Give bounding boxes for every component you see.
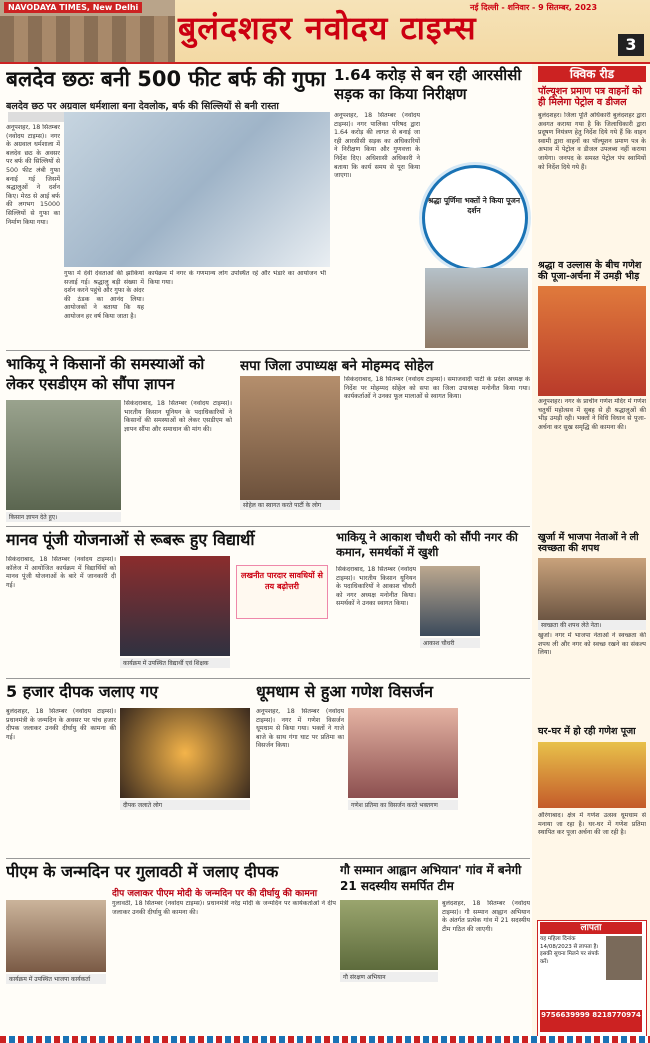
divider xyxy=(6,526,530,527)
story-j-text: बुलंदशहर, 18 सितम्बर (नवोदय टाइम्स)। गौ सम्मान आह्वान अभियान के अंतर्गत प्रत्येक गांव में 21 सदस्यीय टीम गठित की जाएगी। xyxy=(442,900,530,933)
story-c-text: सिकंदराबाद, 18 सितम्बर (नवोदय टाइम्स)। भारतीय किसान यूनियन के पदाधिकारियों ने किसानों की समस्याओं को लेकर एसडीएम को ज्ञापन सौंपा और समाधान की मांग की। xyxy=(124,400,232,433)
sidebar-story3-caption: स्वच्छता की शपथ लेते नेता। xyxy=(538,620,646,630)
story-e-headline: मानव पूंजी योजनाओं से रूबरू हुए विद्यार्थी xyxy=(6,530,255,549)
story-a-subhead: बलदेव छठ पर अग्रवाल धर्मशाला बना देवलोक, बर्फ की सिल्लियों से बनी रास्ता xyxy=(6,101,279,112)
story-h-headline: धूमधाम से हुआ गणेश विसर्जन xyxy=(256,682,433,701)
story-a-headline: बलदेव छठः बनी 500 फीट बर्फ की गुफा xyxy=(6,67,326,91)
sidebar-story4-headline: घर-घर में हो रही गणेश पूजा xyxy=(538,726,636,737)
ad-photo xyxy=(606,936,642,980)
sidebar-story2-photo xyxy=(538,286,646,396)
story-g-headline: 5 हजार दीपक जलाए गए xyxy=(6,682,159,701)
story-f-caption: आकाश चौधरी xyxy=(420,638,480,648)
sidebar-story2-text: अनूपशहर। नगर के प्राचीन गणेश मंदिर में गणेश चतुर्थी महोत्सव में सुबह से ही श्रद्धालुओं की भीड़ उमड़ी रही। भक्तों ने विधि विधान से पूजा-अर्चना कर सुख समृद्धि की कामना की। xyxy=(538,398,646,431)
story-e-text: सिकंदराबाद, 18 सितम्बर (नवोदय टाइम्स)। कॉलेज में आयोजित कार्यक्रम में विद्यार्थियों को मानव पूंजी योजनाओं के बारे में जानकारी दी गई। xyxy=(6,556,116,589)
divider xyxy=(6,858,530,859)
story-c-headline: भाकियू ने किसानों की समस्याओं को लेकर एसडीएम को सौंपा ज्ञापन xyxy=(6,355,205,393)
story-i-headline: पीएम के जन्मदिन पर गुलावठी में जलाए दीपक xyxy=(6,862,279,881)
story-j-caption: गौ संरक्षण अभियान xyxy=(340,972,438,982)
story-h-photo xyxy=(348,708,458,798)
sidebar-story4-text: औरंगाबाद। क्षेत्र में गणेश उत्सव धूमधाम से मनाया जा रहा है। घर-घर में गणेश प्रतिमा स्थापित कर पूजा अर्चना की जा रही है। xyxy=(538,812,646,837)
city-skyline xyxy=(0,16,175,62)
story-b-circle-badge xyxy=(422,165,528,271)
sidebar-story3-photo xyxy=(538,558,646,620)
quick-read-label: क्विक रीड xyxy=(538,66,646,82)
story-a-col3: कार्यक्रम में नगर के गणमान्य लोग उपस्थित रहे और भंडारे का आयोजन भी किया गया। xyxy=(148,270,326,286)
sidebar-story3-headline: खुर्जा में भाजपा नेताओं ने ली स्वच्छता की शपथ xyxy=(538,532,639,554)
story-g-caption: दीपक जलाते लोग xyxy=(120,800,250,810)
sidebar-story1-text: बुलंदशहर। जिला पूर्ति अधिकारी बुलंदशहर द्वारा अवगत कराया गया है कि जिलाधिकारी द्वारा प्रदूषण नियंत्रण हेतु निर्देश दिये गये हैं कि वाहन स्वामी द्वारा वाहनों का पॉल्यूशन प्रमाण पत्र के अभाव में पेट्रोल व डीजल उपलब्ध नहीं कराया जायेगा। जनपद के समस्त पेट्रोल पंप स्वामियों को निर्देश दिये गये हैं। xyxy=(538,112,646,171)
story-b-headline: 1.64 करोड़ से बन रही आरसीसी सड़क का किया निरीक्षण xyxy=(334,66,522,103)
story-d-text: सिकंदराबाद, 18 सितम्बर (नवोदय टाइम्स)। समाजवादी पार्टी के प्रदेश अध्यक्ष के निर्देश पर मोहम्मद सोहेल को सपा का जिला उपाध्यक्ष मनोनीत किया गया। कार्यकर्ताओं ने उनका फूल मालाओं से स्वागत किया। xyxy=(344,376,530,401)
story-e-caption: कार्यक्रम में उपस्थित विद्यार्थी एवं शिक्षक xyxy=(120,658,230,668)
story-e-photo xyxy=(120,556,230,656)
story-b-photo xyxy=(425,268,528,348)
page-title: बुलंदशहर नवोदय टाइम्स xyxy=(178,9,477,47)
story-a-photo xyxy=(64,112,330,267)
story-c-photo xyxy=(6,400,121,510)
story-i-text: गुलावठी, 18 सितम्बर (नवोदय टाइम्स)। प्रधानमंत्री नरेंद्र मोदी के जन्मदिन पर कार्यकर्ताओं ने दीप जलाकर उनकी दीर्घायु की कामना की। xyxy=(112,900,336,916)
story-j-headline: गौ सम्मान आह्वान अभियान' गांव में बनेगी 21 सदस्यीय समर्पित टीम xyxy=(340,863,522,893)
story-d-callout: लखनीत पारदार सावधियों से तय बढ़ोत्तरी xyxy=(236,565,328,619)
story-b-circle-text: श्रद्धा पूर्णिमा भक्तों ने किया पूजन दर्शन xyxy=(427,196,520,215)
story-g-text: बुलंदशहर, 18 सितम्बर (नवोदय टाइम्स)। प्रधानमंत्री के जन्मदिन के अवसर पर पांच हजार दीपक जलाकर उनकी दीर्घायु की कामना की गई। xyxy=(6,708,116,741)
story-i-photo xyxy=(6,900,106,972)
footer-strip xyxy=(0,1036,650,1043)
sidebar-story4-photo xyxy=(538,742,646,808)
story-d-photo xyxy=(240,376,340,504)
ad-phone: 9756639999 8218770974 xyxy=(540,1010,642,1032)
story-h-caption: गणेश प्रतिमा का विसर्जन करते भक्तगण xyxy=(348,800,458,810)
issue-date: नई दिल्ली - शनिवार - 9 सितम्बर, 2023 xyxy=(470,3,598,12)
story-i-caption: कार्यक्रम में उपस्थित भाजपा कार्यकर्ता xyxy=(6,974,106,984)
sidebar-story1-headline: पॉल्यूशन प्रमाण पत्र वाहनों को ही मिलेगा पेट्रोल व डीजल xyxy=(538,86,643,108)
divider xyxy=(6,678,530,679)
ad-title: लापता xyxy=(540,922,642,934)
story-c-caption: किसान ज्ञापन देते हुए। xyxy=(6,512,121,522)
masthead-city-image xyxy=(0,0,175,62)
story-d-caption: सोहेल का स्वागत करते पार्टी के लोग xyxy=(240,500,340,510)
sidebar-story3-text: खुर्जा। नगर में भाजपा नेताओं ने स्वच्छता की शपथ ली और नगर को स्वच्छ रखने का संकल्प लिया। xyxy=(538,632,646,657)
ad-body: यह महिला दिनांक 14/08/2023 से लापता है। इसकी सूचना मिलने पर संपर्क करें। xyxy=(540,936,599,965)
story-f-text: सिकंदराबाद, 18 सितम्बर (नवोदय टाइम्स)। भारतीय किसान यूनियन के पदाधिकारियों ने आकाश चौधरी को नगर अध्यक्ष मनोनीत किया। समर्थकों ने उनका स्वागत किया। xyxy=(336,566,416,608)
divider xyxy=(6,350,530,351)
story-f-headline: भाकियू ने आकाश चौधरी को सौंपी नगर की कमान, समर्थकों में खुशी xyxy=(336,530,518,559)
story-b-text: अनूपशहर, 18 सितम्बर (नवोदय टाइम्स)। नगर पालिका परिषद द्वारा 1.64 करोड़ की लागत से बनाई जा रही आरसीसी सड़क का अधिकारियों ने निरीक्षण किया और गुणवत्ता के निर्देश दिए। अधिशासी अधिकारी ने बताया कि कार्य समय से पूरा किया जाएगा। xyxy=(334,112,420,180)
page-number: 3 xyxy=(618,34,644,56)
story-a-col2: गुफा में देवी देवताओं की झांकियां सजाई गई। श्रद्धालु बड़ी संख्या में दर्शन करने पहुंचे और गुफा के अंदर की ठंडक का आनंद लिया। आयोजकों ने बताया कि यह आयोजन हर वर्ष किया जाता है। xyxy=(64,270,144,320)
story-i-subhead: दीप जलाकर पीएम मोदी के जन्मदिन पर की दीर्घायु की कामना xyxy=(112,889,318,899)
story-d-headline: सपा जिला उपाध्यक्ष बने मोहम्मद सोहेल xyxy=(240,358,434,374)
brand-tag: NAVODAYA TIMES, New Delhi xyxy=(4,2,142,13)
story-j-photo xyxy=(340,900,438,970)
story-g-photo xyxy=(120,708,250,798)
story-f-photo xyxy=(420,566,480,636)
story-a-col1: अनूपशहर, 18 सितम्बर (नवोदय टाइम्स)। नगर के अग्रवाल धर्मशाला में बलदेव छठ के अवसर पर बर्फ की सिल्लियों से 500 फीट लंबी गुफा बनाई गई जिसमें श्रद्धालुओं ने दर्शन किए। मेरठ से आई बर्फ की लगभग 15000 सिल्लियों से गुफा का निर्माण किया गया। xyxy=(6,124,60,226)
sidebar-story2-headline: श्रद्धा व उल्लास के बीच गणेश की पूजा-अर्चना में उमड़ी भीड़ xyxy=(538,260,642,282)
story-h-text: अनूपशहर, 18 सितम्बर (नवोदय टाइम्स)। नगर में गणेश विसर्जन धूमधाम से किया गया। भक्तों ने गाजे बाजे के साथ गंगा घाट पर प्रतिमा का विसर्जन किया। xyxy=(256,708,344,750)
